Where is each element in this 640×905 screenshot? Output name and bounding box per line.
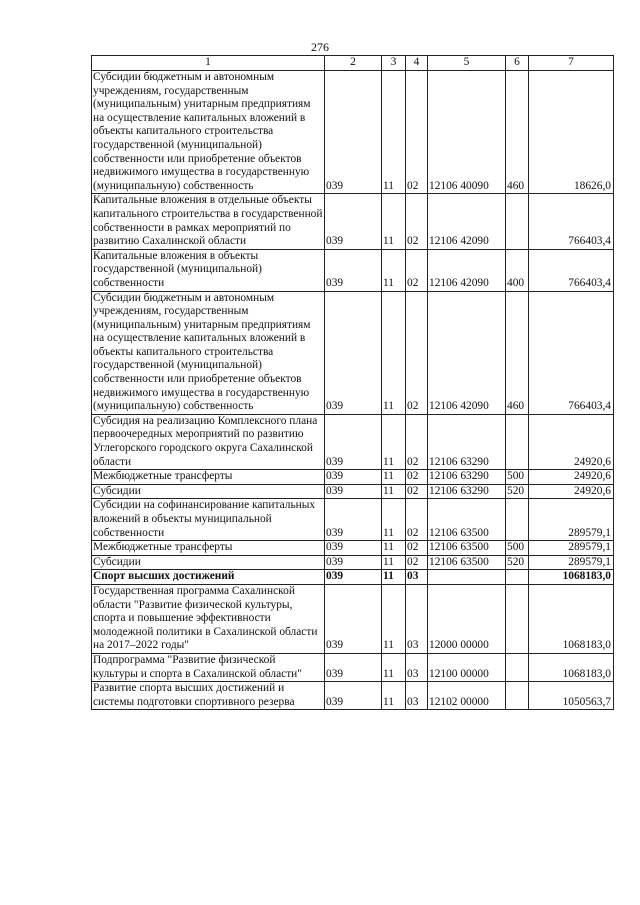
row-subsection-code: 02 xyxy=(406,499,428,541)
row-grbs-code: 039 xyxy=(325,499,382,541)
table-row xyxy=(92,470,614,485)
row-name: Межбюджетные трансферты xyxy=(92,541,325,556)
row-section-code: 11 xyxy=(382,541,406,556)
row-grbs-code: 039 xyxy=(325,249,382,291)
row-grbs-code: 039 xyxy=(325,470,382,485)
row-name: Спорт высших достижений xyxy=(92,570,325,585)
row-expense-type xyxy=(506,194,529,249)
table-row xyxy=(92,291,614,414)
row-expense-type: 520 xyxy=(506,555,529,570)
row-grbs-code: 039 xyxy=(325,484,382,499)
row-target-code: 12106 63500 xyxy=(428,541,506,556)
row-name: Субсидия на реализацию Комплексного плана первоочередных мероприятий по развитию Углегорского городского округа Сахалинской области xyxy=(92,414,325,469)
row-subsection-code: 02 xyxy=(406,194,428,249)
row-target-code: 12106 42090 xyxy=(428,249,506,291)
row-subsection-code: 02 xyxy=(406,541,428,556)
row-grbs-code: 039 xyxy=(325,555,382,570)
row-section-code: 11 xyxy=(382,682,406,710)
row-expense-type xyxy=(506,682,529,710)
row-amount: 289579,1 xyxy=(529,499,614,541)
row-amount: 24920,6 xyxy=(529,484,614,499)
row-amount: 766403,4 xyxy=(529,194,614,249)
row-section-code: 11 xyxy=(382,291,406,414)
row-expense-type xyxy=(506,570,529,585)
header-col-2: 2 xyxy=(325,56,382,71)
row-subsection-code: 03 xyxy=(406,682,428,710)
table-row xyxy=(92,682,614,710)
row-target-code xyxy=(428,570,506,585)
table-body xyxy=(92,71,614,710)
row-grbs-code: 039 xyxy=(325,653,382,681)
row-name: Капитальные вложения в объекты государственной (муниципальной) собственности xyxy=(92,249,325,291)
table-row xyxy=(92,249,614,291)
row-name: Капитальные вложения в отдельные объекты капитального строительства в государственной собственности в рамках мероприятий по развитию Сахалинской области xyxy=(92,194,325,249)
row-name: Субсидии бюджетным и автономным учреждениям, государственным (муниципальным) унитарным предприятиям на осуществление капитальных вложений в объекты капитального строительства государственной (муниципальной) собственности или приобретение объектов недвижимого имущества в государственную (муниципальную) собственность xyxy=(92,71,325,194)
row-name: Субсидии на софинансирование капитальных вложений в объекты муниципальной собственности xyxy=(92,499,325,541)
row-amount: 766403,4 xyxy=(529,249,614,291)
row-amount: 766403,4 xyxy=(529,291,614,414)
table-row xyxy=(92,584,614,653)
row-amount: 1068183,0 xyxy=(529,653,614,681)
row-amount: 24920,6 xyxy=(529,414,614,469)
row-expense-type xyxy=(506,414,529,469)
table-row xyxy=(92,541,614,556)
row-grbs-code: 039 xyxy=(325,291,382,414)
row-amount: 24920,6 xyxy=(529,470,614,485)
budget-table xyxy=(91,55,614,710)
row-section-code: 11 xyxy=(382,414,406,469)
row-subsection-code: 02 xyxy=(406,249,428,291)
row-expense-type: 460 xyxy=(506,71,529,194)
header-col-4: 4 xyxy=(406,56,428,71)
header-col-7: 7 xyxy=(529,56,614,71)
row-target-code: 12106 63500 xyxy=(428,555,506,570)
row-amount: 289579,1 xyxy=(529,555,614,570)
row-subsection-code: 03 xyxy=(406,570,428,585)
row-expense-type xyxy=(506,653,529,681)
row-section-code: 11 xyxy=(382,653,406,681)
table-row xyxy=(92,414,614,469)
row-grbs-code: 039 xyxy=(325,584,382,653)
row-target-code: 12106 63500 xyxy=(428,499,506,541)
row-section-code: 11 xyxy=(382,71,406,194)
row-section-code: 11 xyxy=(382,470,406,485)
table-row xyxy=(92,71,614,194)
row-amount: 1050563,7 xyxy=(529,682,614,710)
table-row xyxy=(92,484,614,499)
header-row xyxy=(92,56,614,71)
row-expense-type xyxy=(506,584,529,653)
row-expense-type: 460 xyxy=(506,291,529,414)
row-grbs-code: 039 xyxy=(325,541,382,556)
row-grbs-code: 039 xyxy=(325,570,382,585)
row-name: Субсидии бюджетным и автономным учреждениям, государственным (муниципальным) унитарным предприятиям на осуществление капитальных вложений в объекты капитального строительства государственной (муниципальной) собственности или приобретение объектов недвижимого имущества в государственную (муниципальную) собственность xyxy=(92,291,325,414)
row-section-code: 11 xyxy=(382,499,406,541)
row-subsection-code: 02 xyxy=(406,291,428,414)
row-expense-type xyxy=(506,499,529,541)
row-amount: 1068183,0 xyxy=(529,570,614,585)
row-subsection-code: 02 xyxy=(406,71,428,194)
row-amount: 1068183,0 xyxy=(529,584,614,653)
row-name: Субсидии xyxy=(92,555,325,570)
row-name: Межбюджетные трансферты xyxy=(92,470,325,485)
header-col-3: 3 xyxy=(382,56,406,71)
page-number: 276 xyxy=(311,40,329,54)
row-target-code: 12100 00000 xyxy=(428,653,506,681)
row-grbs-code: 039 xyxy=(325,194,382,249)
row-expense-type: 500 xyxy=(506,470,529,485)
row-subsection-code: 02 xyxy=(406,470,428,485)
row-target-code: 12102 00000 xyxy=(428,682,506,710)
row-name: Субсидии xyxy=(92,484,325,499)
table-row xyxy=(92,555,614,570)
row-amount: 289579,1 xyxy=(529,541,614,556)
table-row xyxy=(92,570,614,585)
row-name: Подпрограмма "Развитие физической культуры и спорта в Сахалинской области" xyxy=(92,653,325,681)
row-subsection-code: 03 xyxy=(406,584,428,653)
row-name: Развитие спорта высших достижений и системы подготовки спортивного резерва xyxy=(92,682,325,710)
row-expense-type: 500 xyxy=(506,541,529,556)
row-section-code: 11 xyxy=(382,555,406,570)
row-section-code: 11 xyxy=(382,484,406,499)
row-grbs-code: 039 xyxy=(325,682,382,710)
header-col-6: 6 xyxy=(506,56,529,71)
row-expense-type: 400 xyxy=(506,249,529,291)
row-section-code: 11 xyxy=(382,249,406,291)
row-expense-type: 520 xyxy=(506,484,529,499)
row-section-code: 11 xyxy=(382,584,406,653)
row-amount: 18626,0 xyxy=(529,71,614,194)
row-grbs-code: 039 xyxy=(325,71,382,194)
row-target-code: 12000 00000 xyxy=(428,584,506,653)
header-col-1: 1 xyxy=(92,56,325,71)
header-col-5: 5 xyxy=(428,56,506,71)
row-name: Государственная программа Сахалинской области "Развитие физической культуры, спорта и повышение эффективности молодежной политики в Сахалинской области на 2017–2022 годы" xyxy=(92,584,325,653)
row-section-code: 11 xyxy=(382,570,406,585)
row-subsection-code: 02 xyxy=(406,484,428,499)
row-target-code: 12106 63290 xyxy=(428,414,506,469)
row-section-code: 11 xyxy=(382,194,406,249)
row-target-code: 12106 42090 xyxy=(428,291,506,414)
table-row xyxy=(92,499,614,541)
table-row xyxy=(92,194,614,249)
row-subsection-code: 02 xyxy=(406,414,428,469)
row-target-code: 12106 42090 xyxy=(428,194,506,249)
table-row xyxy=(92,653,614,681)
row-target-code: 12106 40090 xyxy=(428,71,506,194)
row-subsection-code: 03 xyxy=(406,653,428,681)
row-subsection-code: 02 xyxy=(406,555,428,570)
row-target-code: 12106 63290 xyxy=(428,484,506,499)
row-target-code: 12106 63290 xyxy=(428,470,506,485)
row-grbs-code: 039 xyxy=(325,414,382,469)
